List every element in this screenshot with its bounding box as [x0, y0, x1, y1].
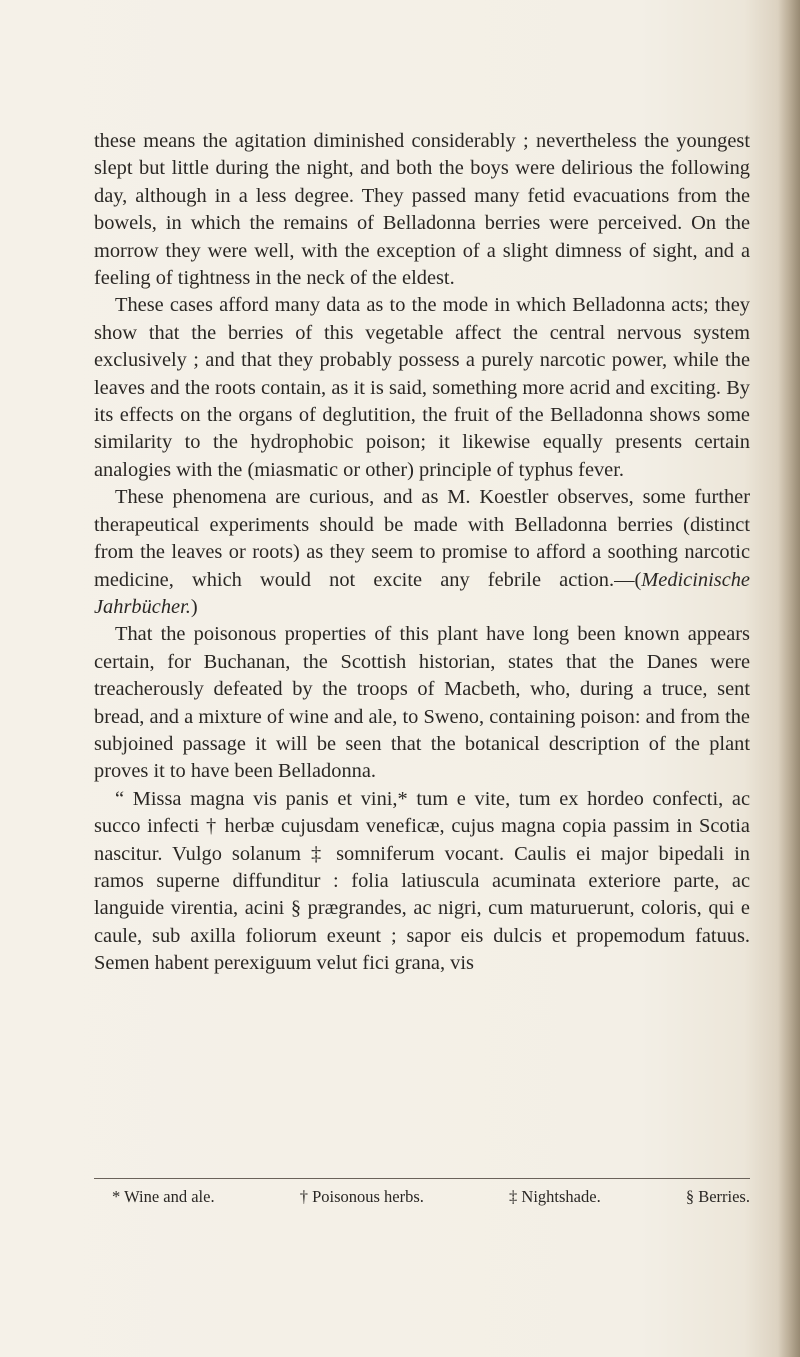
paragraph-phenomena-text: These phenomena are curious, and as M. Koestler observes, some further therapeutical experiments should be made with Belladonna berries (distinct from the leaves or roots) as they seem to promise to afford a soothing narcotic medicine, which would not excite any febrile action.—(	[94, 486, 750, 591]
footnote-wine: * Wine and ale.	[112, 1187, 215, 1206]
citation-title: Medicinische Jahrbücher.	[94, 568, 750, 618]
paragraph-latin-quote: “ Missa magna vis panis et vini,* tum e vite, tum ex hordeo confecti, ac succo infecti † herbæ cujusdam veneficæ, cujus magna copia passim in Scotia nascitur. Vulgo solanum ‡ somniferum vocant. Caulis ei major bipedali in ramos superne diffunditur : folia latiuscula acuminata exteriore parte, ac languide virentia, acini § prægrandes, ac nigri, cum maturuerunt, coloris, qui e caule, sub axilla foliorum exeunt ; sapor eis dulcis et propemodum fatuus. Semen habent perexiguum velut fici grana, vis	[94, 787, 750, 975]
footnote-berries: § Berries.	[685, 1187, 750, 1206]
body-text	[94, 128, 750, 978]
paragraph-phenomena	[94, 484, 750, 621]
paragraph-history: That the poisonous properties of this plant have long been known appears certain, for Buchanan, the Scottish historian, states that the Danes were treacherously defeated by the troops of Macbeth, who, during a truce, sent bread, and a mixture of wine and ale, to Sweno, containing poison: and from the subjoined passage it will be seen that the botanical description of the plant proves it to have been Belladonna.	[94, 623, 750, 783]
footnote-rule	[94, 1178, 750, 1179]
paragraph-cases: These cases afford many data as to the mode in which Belladonna acts; they show that the berries of this vegetable affect the central nervous system exclusively ; and that they probably possess a purely narcotic power, while the leaves and the roots contain, as it is said, something more acrid and exciting. By its effects on the organs of deglutition, the fruit of the Belladonna shows some similarity to the hydrophobic poison; it likewise equally presents certain analogies with the (miasmatic or other) principle of typhus fever.	[94, 294, 750, 481]
footnotes	[112, 1186, 750, 1208]
paragraph-continuation: these means the agitation diminished considerably ; nevertheless the youngest slept but little during the night, and both the boys were delirious the following day, although in a less degree. They passed many fetid evacuations from the bowels, in which the remains of Belladonna berries were perceived. On the morrow they were well, with the exception of a slight dimness of sight, and a feeling of tightness in the neck of the eldest.	[94, 130, 750, 290]
page-edge-shadow	[778, 0, 800, 1357]
citation-close: )	[190, 595, 198, 618]
footnote-nightshade: ‡ Nightshade.	[509, 1187, 601, 1206]
footnote-poison: † Poisonous herbs.	[299, 1187, 424, 1206]
